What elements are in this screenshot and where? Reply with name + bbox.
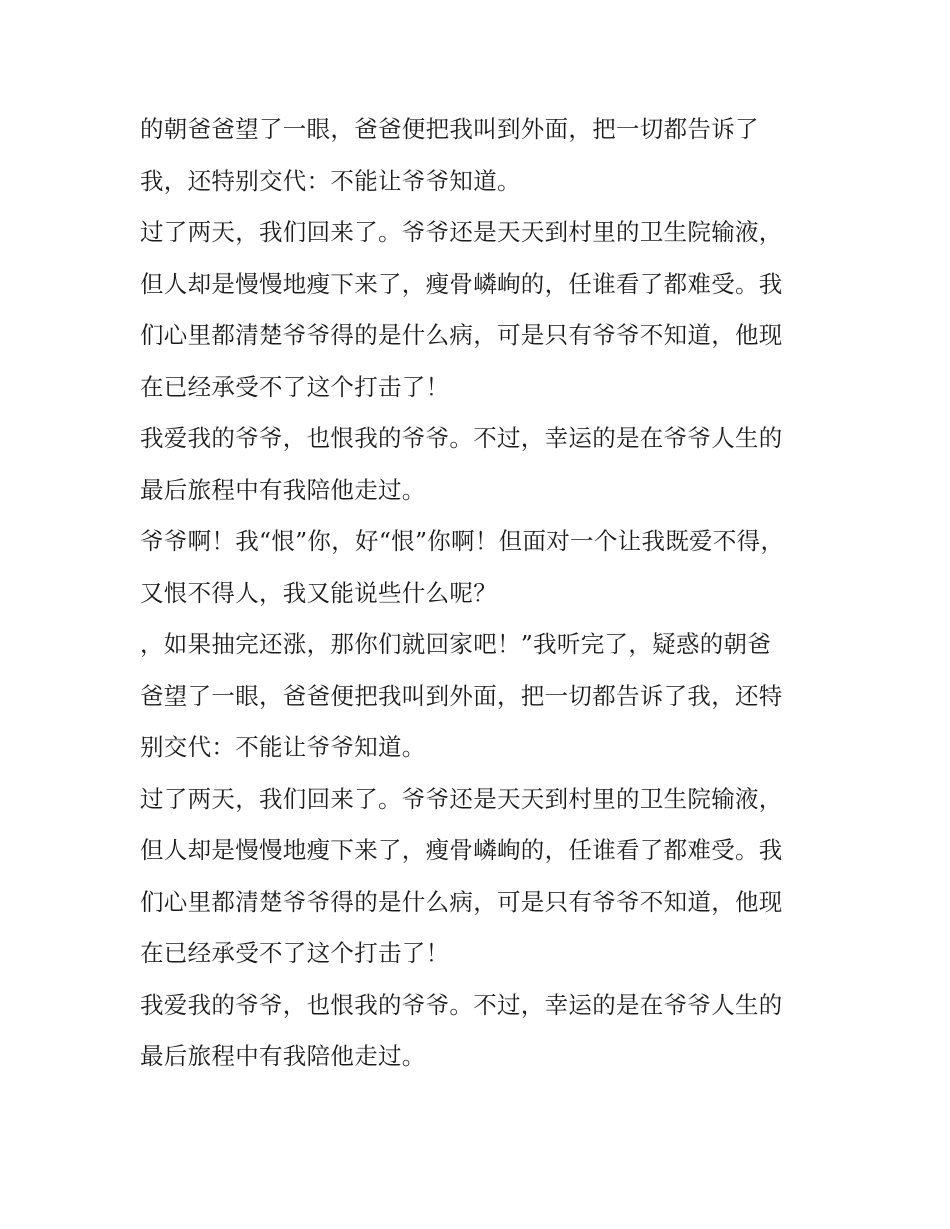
text-line: 爷爷啊！我“恨”你，好“恨”你啊！但面对一个让我既爱不得， — [140, 527, 785, 555]
text-line: 的朝爸爸望了一眼，爸爸便把我叫到外面，把一切都告诉了 — [140, 115, 759, 143]
text-line: 最后旅程中有我陪他走过。 — [140, 1042, 426, 1070]
text-line: 在已经承受不了这个打击了！ — [140, 939, 450, 967]
text-line: 别交代：不能让爷爷知道。 — [140, 733, 426, 761]
text-line: 们心里都清楚爷爷得的是什么病，可是只有爷爷不知道，他现 — [140, 321, 783, 349]
text-line: 爸望了一眼，爸爸便把我叫到外面，把一切都告诉了我，还特 — [140, 681, 783, 710]
text-line: 又恨不得人，我又能说些什么呢？ — [140, 578, 497, 607]
text-line: 我，还特别交代：不能让爷爷知道。 — [140, 166, 521, 195]
text-line: 我爱我的爷爷，也恨我的爷爷。不过，幸运的是在爷爷人生的 — [140, 990, 783, 1019]
text-line: 在已经承受不了这个打击了！ — [140, 372, 450, 401]
text-line: 过了两天，我们回来了。爷爷还是天天到村里的卫生院输液， — [140, 218, 783, 246]
text-line: 们心里都清楚爷爷得的是什么病，可是只有爷爷不知道，他现 — [140, 887, 783, 916]
text-line: 过了两天，我们回来了。爷爷还是天天到村里的卫生院输液， — [140, 784, 783, 813]
document-body — [140, 104, 820, 1083]
text-line: ，如果抽完还涨，那你们就回家吧！”我听完了，疑惑的朝爸 — [140, 630, 772, 658]
text-line: 我爱我的爷爷，也恨我的爷爷。不过，幸运的是在爷爷人生的 — [140, 424, 783, 452]
text-line: 但人却是慢慢地瘦下来了，瘦骨嶙峋的，任谁看了都难受。我 — [140, 269, 783, 298]
text-line: 但人却是慢慢地瘦下来了，瘦骨嶙峋的，任谁看了都难受。我 — [140, 836, 783, 864]
text-line: 最后旅程中有我陪他走过。 — [140, 475, 426, 504]
